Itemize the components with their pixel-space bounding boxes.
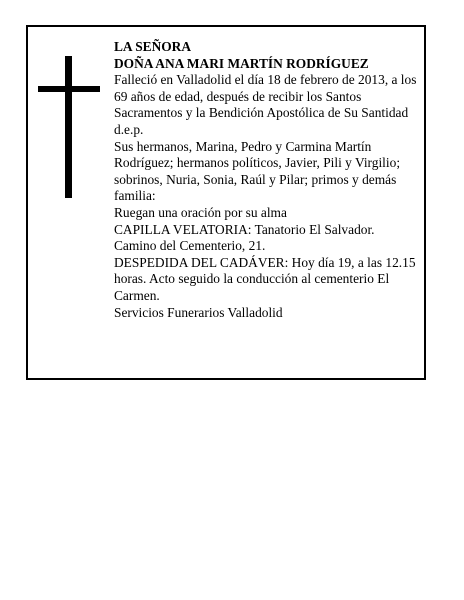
notice-text-block [114,39,419,321]
obituary-notice [26,25,426,380]
prayer-request: Ruegan una oración por su alma [114,204,287,220]
latin-cross-icon [38,56,100,198]
wake-chapel-info: CAPILLA VELATORIA: Tanatorio El Salvador. Camino del Cementerio, 21. [114,221,375,254]
death-paragraph: Falleció en Valladolid el día 18 de febrero de 2013, a los 69 años de edad, después de recibir los Santos Sacramentos y la Bendición Apostólica de Su Santidad d.e.p. [114,72,417,137]
cross-horizontal-bar [38,86,100,92]
cross-vertical-bar [65,56,72,198]
funeral-services: Servicios Funerarios Valladolid [114,304,283,320]
farewell-info: DESPEDIDA DEL CADÁVER: Hoy día 19, a las 12.15 horas. Acto seguido la conducción al cementerio El Carmen. [114,254,416,303]
family-paragraph: Sus hermanos, Marina, Pedro y Carmina Martín Rodríguez; hermanos políticos, Javier, Pili y Virgilio; sobrinos, Nuria, Sonia, Raúl y Pilar; primos y demás familia: [114,138,401,204]
heading-title: LA SEÑORA [114,39,192,54]
deceased-name: DOÑA ANA MARI MARTÍN RODRÍGUEZ [114,55,369,71]
